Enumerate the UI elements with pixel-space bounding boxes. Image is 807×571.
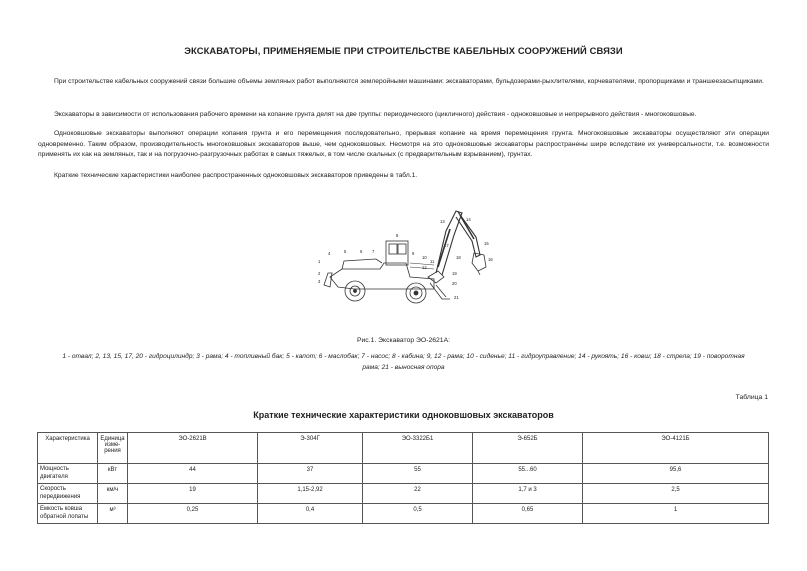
callout-label: 1: [318, 259, 321, 264]
callout-label: 5: [344, 249, 347, 254]
callout-label: 12: [422, 265, 427, 270]
table-row: [38, 464, 769, 484]
row-value: 1,7 и 3: [473, 484, 583, 504]
figure-legend: [38, 351, 769, 373]
callout-label: 4: [328, 251, 331, 256]
callout-label: 17: [444, 243, 449, 248]
callout-label: 10: [422, 255, 427, 260]
callout-label: 7: [372, 249, 375, 254]
header-characteristic: Характеристика: [38, 433, 98, 464]
callout-label: 9: [412, 251, 415, 256]
paragraph-2: Экскаваторы в зависимости от использования рабочего времени на копание грунта делят на две группы: периодического (цикличного) действия - одноковшовые и непрерывного действия - многоковшовые.: [54, 111, 697, 118]
row-name: Скорость передвижения: [38, 484, 98, 504]
callout-label: 2: [318, 271, 321, 276]
callout-label: 18: [456, 255, 461, 260]
figure-legend-line-1: 1 - отвал; 2, 13, 15, 17, 20 - гидроцилиндр; 3 - рама; 4 - топливный бак; 5 - капот; 6 - маслобак; 7 - насос; 8 - кабина; 9, 12 - рама; 10 - сиденье; 11 - гидроуправление; 14 - рукоять; 16 - ковш; 18 - стрела; 19 - поворотная: [62, 353, 745, 360]
header-model: ЭО-4121Б: [583, 433, 769, 464]
specs-table: [37, 432, 769, 524]
callout-label: 3: [318, 279, 321, 284]
row-value: 0,5: [363, 504, 473, 524]
excavator-illustration: [318, 203, 494, 311]
row-value: 0,25: [128, 504, 258, 524]
row-unit: км/ч: [98, 484, 128, 504]
row-value: 0,4: [258, 504, 363, 524]
row-name: Мощность двигателя: [38, 464, 98, 484]
header-model: Э-304Г: [258, 433, 363, 464]
callout-label: 8: [396, 233, 399, 238]
callout-label: 11: [430, 259, 435, 264]
header-model: Э-652Б: [473, 433, 583, 464]
callout-label: 14: [466, 217, 471, 222]
dozer-blade: [324, 273, 332, 287]
row-value: 1: [583, 504, 769, 524]
row-name: Емкость ковша обратной лопаты: [38, 504, 98, 524]
page-title: ЭКСКАВАТОРЫ, ПРИМЕНЯЕМЫЕ ПРИ СТРОИТЕЛЬСТВЕ КАБЕЛЬНЫХ СООРУЖЕНИЙ СВЯЗИ: [184, 45, 623, 56]
paragraph-4: Краткие технические характеристики наиболее распространенных одноковшовых экскаваторов приведены в табл.1.: [54, 172, 418, 179]
row-value: 55...60: [473, 464, 583, 484]
outrigger: [430, 283, 450, 299]
table-row: [38, 484, 769, 504]
row-value: 0,65: [473, 504, 583, 524]
row-value: 95,6: [583, 464, 769, 484]
row-value: 19: [128, 484, 258, 504]
figure-legend-line-2: рама; 21 - выносная опора: [362, 364, 445, 371]
row-unit: м³: [98, 504, 128, 524]
row-value: 22: [363, 484, 473, 504]
row-value: 37: [258, 464, 363, 484]
header-model: ЭО-3322Б1: [363, 433, 473, 464]
callout-label: 20: [452, 281, 457, 286]
figure-caption: Рис.1. Экскаватор ЭО-2621А:: [356, 337, 451, 344]
table-label: Таблица 1: [735, 394, 768, 401]
row-value: 55: [363, 464, 473, 484]
row-value: 1,15-2,92: [258, 484, 363, 504]
callout-label: 19: [452, 271, 457, 276]
header-model: ЭО-2621В: [128, 433, 258, 464]
table-header-row: [38, 433, 769, 464]
callout-label: 21: [454, 295, 459, 300]
row-unit: кВт: [98, 464, 128, 484]
callout-label: 16: [488, 257, 493, 262]
paragraph-1: При строительстве кабельных сооружений связи большие объемы земляных работ выполняются землеройными машинами: экскаваторами, бульдозерами-рыхлителями, корчевателями, пропорщиками и траншеезасыпщиками.: [54, 78, 764, 85]
header-unit: Единица изме-рения: [98, 433, 128, 464]
row-value: 2,5: [583, 484, 769, 504]
row-value: 44: [128, 464, 258, 484]
engine-hood: [342, 259, 382, 269]
callout-label: 15: [484, 241, 489, 246]
paragraph-3: Одноковшовые экскаваторы выполняют операции копания грунта и его перемещения последовательно, прерывая копание на время перемещения грунта. Многоковшовые экскаваторы осуществляют эти операции одновременно. Таким образом, производительность многоковшовых экскаваторов выше, чем одноковшовых. Несмотря на это одноковшовые экскаваторы распространены шире вследствие их универсальности, т.е. возможности применять их как на земляных, так и на погрузочно-разгрузочных работах в самых тяжелых, в том числе скальных (с предварительным взрыванием), грунтах.: [38, 130, 769, 159]
chassis: [330, 263, 434, 289]
callout-label: 13: [440, 219, 445, 224]
table-row: [38, 504, 769, 524]
table-title: Краткие технические характеристики одноковшовых экскаваторов: [253, 410, 554, 420]
callout-label: 6: [360, 249, 363, 254]
